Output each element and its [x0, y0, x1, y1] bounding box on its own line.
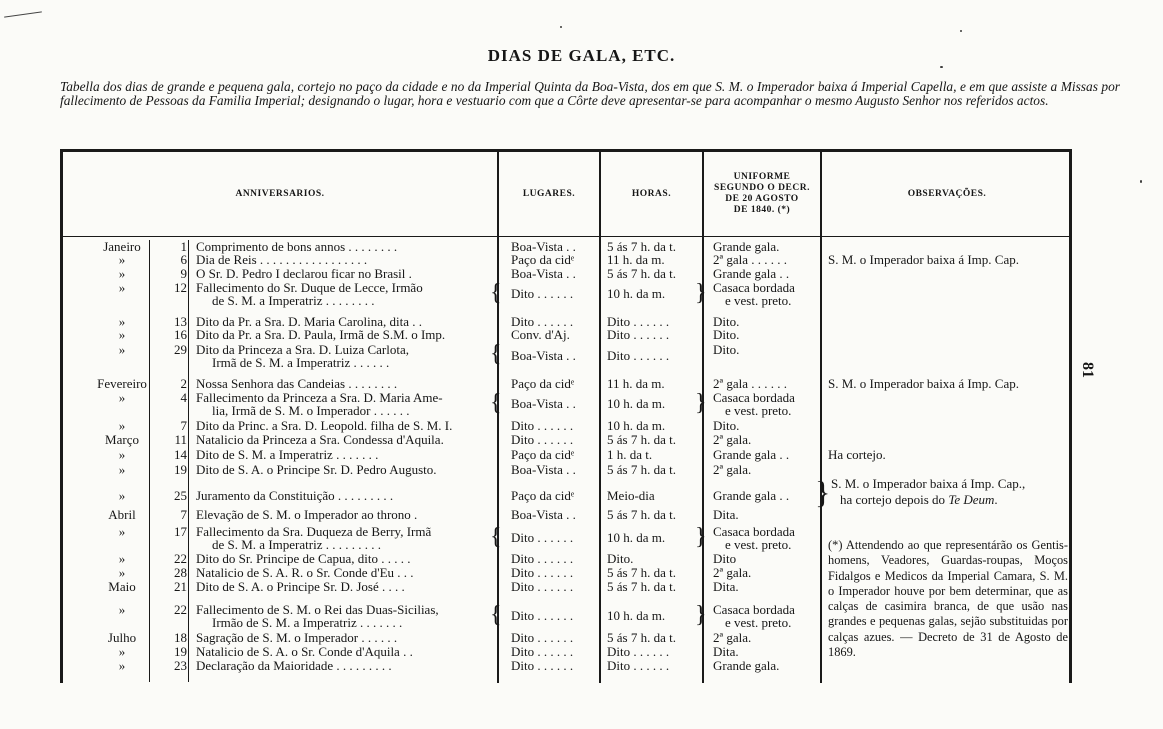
row-event-line: Dia de Reis . . . . . . . . . . . . . . . . .	[196, 252, 368, 267]
row-event	[196, 281, 496, 307]
row-day: 2	[180, 376, 187, 391]
row-event	[196, 391, 496, 417]
row-event	[196, 631, 496, 644]
header-anniversaries: ANNIVERSARIOS.	[235, 188, 325, 199]
row-hour: 1 h. da t.	[607, 447, 653, 462]
row-uniform	[713, 603, 821, 629]
row-month: Julho	[107, 630, 137, 645]
row-uniform-line: Casaca bordada	[713, 524, 795, 539]
row-month: »	[118, 252, 126, 267]
row-day: 4	[180, 390, 187, 405]
row-day: 19	[174, 462, 187, 477]
row-event	[196, 552, 496, 565]
row-place: Dito . . . . . .	[511, 565, 574, 580]
header-places: LUGARES.	[522, 188, 576, 199]
row-place: Dito . . . . . .	[511, 630, 574, 645]
row-day: 14	[174, 447, 187, 462]
scan-speck	[560, 26, 562, 28]
row-uniform-line-2: e vest. preto.	[725, 537, 792, 552]
brace: {	[490, 341, 502, 367]
row-month: Maio	[108, 579, 136, 594]
row-event-line-2: de S. M. a Imperatriz . . . . . . . .	[212, 293, 375, 308]
row-hour: 5 ás 7 h. da t.	[607, 507, 676, 522]
row-uniform-line: 2ª gala.	[713, 462, 752, 477]
row-uniform-line: Dito.	[713, 314, 740, 329]
day-column-rule	[188, 240, 189, 682]
row-event	[196, 508, 496, 521]
row-place: Paço da cidᵉ	[511, 252, 575, 267]
row-uniform-line: Dito.	[713, 327, 740, 342]
row-day: 13	[174, 314, 187, 329]
row-uniform	[713, 525, 821, 551]
obs-juramento-line: S. M. o Imperador baixa á Imp. Cap.,	[831, 476, 1026, 491]
row-uniform-line-2: e vest. preto.	[725, 293, 792, 308]
row-place: Boa-Vista . .	[511, 507, 576, 522]
row-place: Dito . . . . . .	[511, 418, 574, 433]
row-event	[196, 419, 496, 432]
row-hour: 5 ás 7 h. da t.	[607, 630, 676, 645]
row-place: Conv. d'Aj.	[511, 327, 570, 342]
row-hour: 11 h. da m.	[607, 252, 665, 267]
row-uniform	[713, 419, 821, 432]
obs-juramento-line-2	[831, 492, 998, 507]
row-uniform	[713, 580, 821, 593]
row-hour: 10 h. da m.	[607, 286, 666, 301]
row-place: Dito . . . . . .	[511, 644, 574, 659]
row-place: Dito . . . . . .	[511, 608, 574, 623]
row-month: »	[118, 418, 126, 433]
row-observation: Ha cortejo.	[828, 447, 886, 462]
row-event	[196, 580, 496, 593]
obs-juramento	[831, 476, 1025, 508]
row-month: »	[118, 602, 126, 617]
row-uniform-line: Casaca bordada	[713, 280, 795, 295]
row-event-line: Sagração de S. M. o Imperador . . . . . .	[196, 630, 398, 645]
row-event-line: Dito de S. M. a Imperatriz . . . . . . .	[196, 447, 379, 462]
row-day: 1	[180, 239, 187, 254]
row-uniform	[713, 566, 821, 579]
row-uniform	[713, 377, 821, 390]
row-event-line: Natalicio de S. A. o Sr. Conde d'Aquila . .	[196, 644, 413, 659]
brace: }	[695, 524, 707, 550]
row-day: 18	[174, 630, 187, 645]
row-day: 9	[180, 266, 187, 281]
brace: {	[490, 280, 502, 306]
row-observation: S. M. o Imperador baixa á Imp. Cap.	[828, 376, 1019, 391]
row-month: »	[118, 327, 126, 342]
row-event-line: Dito da Pr. a Sra. D. Paula, Irmã de S.M. o Imp.	[196, 327, 446, 342]
row-month: Março	[105, 432, 139, 447]
row-uniform	[713, 659, 821, 672]
row-uniform	[713, 267, 821, 280]
row-uniform-line: Grande gala.	[713, 239, 780, 254]
row-place: Boa-Vista . .	[511, 266, 576, 281]
row-place: Dito . . . . . .	[511, 530, 574, 545]
row-event-line: Comprimento de bons annos . . . . . . . .	[196, 239, 398, 254]
row-event-line: Natalicio de S. A. R. o Sr. Conde d'Eu . . .	[196, 565, 414, 580]
row-hour: Dito . . . . . .	[607, 314, 670, 329]
row-uniform-line: Grande gala . .	[713, 266, 790, 281]
row-event-line: Declaração da Maioridade . . . . . . . . .	[196, 658, 392, 673]
gala-days-table	[60, 149, 1072, 683]
row-event-line: Fallecimento da Princeza a Sra. D. Maria Ame-	[196, 390, 443, 405]
row-uniform-line: 2ª gala.	[713, 565, 752, 580]
row-uniform-line: 2ª gala.	[713, 432, 752, 447]
row-uniform-line: Grande gala . .	[713, 447, 790, 462]
obs-text: .	[994, 492, 998, 507]
row-month: »	[118, 658, 126, 673]
row-day: 7	[180, 507, 187, 522]
row-month: »	[118, 488, 126, 503]
row-day: 7	[180, 418, 187, 433]
row-uniform-line: 2ª gala . . . . . .	[713, 252, 787, 267]
brace: {	[490, 524, 502, 550]
row-uniform-line: Grande gala.	[713, 658, 780, 673]
row-event	[196, 603, 496, 629]
row-day: 22	[174, 551, 187, 566]
row-event	[196, 489, 496, 502]
row-month: »	[118, 565, 126, 580]
row-place: Dito . . . . . .	[511, 314, 574, 329]
row-hour: 5 ás 7 h. da t.	[607, 579, 676, 594]
row-uniform	[713, 448, 821, 461]
row-uniform-line: Dita.	[713, 644, 739, 659]
obs-text: ha cortejo depois do	[840, 492, 949, 507]
row-uniform	[713, 253, 821, 266]
row-place: Paço da cidᵉ	[511, 447, 575, 462]
row-uniform-line: Dita.	[713, 507, 739, 522]
row-event-line-2: lia, Irmã de S. M. o Imperador . . . . . .	[212, 403, 410, 418]
row-hour: 10 h. da m.	[607, 396, 666, 411]
row-month: »	[118, 342, 126, 357]
intro-paragraph: Tabella dos dias de grande e pequena gala, cortejo no paço da cidade e no da Imperial Quinta da Boa-Vista, dos em que S. M. o Imperador baixa á Imperial Capella, e em que assiste a Missas por fallecimento de Pessoas da Familia Imperial; designando o lugar, hora e vestuario com que a Côrte deve apresentar-se para acompanhar o mesmo Augusto Senhor nos referidos actos.	[60, 79, 1120, 108]
row-uniform-line: Grande gala . .	[713, 488, 790, 503]
obs-te-deum: Te Deum	[948, 492, 995, 507]
header-uniform	[704, 152, 820, 236]
row-event-line: Dito da Princeza a Sra. D. Luiza Carlota,	[196, 342, 409, 357]
row-uniform	[713, 463, 821, 476]
row-hour: Dito . . . . . .	[607, 327, 670, 342]
brace: }	[815, 474, 831, 510]
scan-artifact	[4, 11, 42, 17]
header-uniform-line: DE 1840. (*)	[733, 205, 791, 215]
row-hour: Dito . . . . . .	[607, 348, 670, 363]
row-uniform-line: Dito.	[713, 418, 740, 433]
page-title: DIAS DE GALA, ETC.	[487, 46, 676, 65]
row-month: »	[118, 266, 126, 281]
row-hour: Dito . . . . . .	[607, 658, 670, 673]
row-uniform-line: Dito.	[713, 342, 740, 357]
row-place: Dito . . . . . .	[511, 286, 574, 301]
row-hour: 11 h. da m.	[607, 376, 665, 391]
row-event-line: Dito de S. A. o Principe Sr. D. Pedro Augusto.	[196, 462, 437, 477]
row-month: Janeiro	[103, 239, 141, 254]
row-month: Fevereiro	[97, 376, 147, 391]
row-event-line: Nossa Senhora das Candeias . . . . . . . .	[196, 376, 398, 391]
row-day: 21	[174, 579, 187, 594]
brace: {	[490, 602, 502, 628]
row-uniform	[713, 631, 821, 644]
row-hour: Dito . . . . . .	[607, 644, 670, 659]
row-day: 17	[174, 524, 187, 539]
row-uniform	[713, 645, 821, 658]
row-month: »	[118, 390, 126, 405]
row-place: Boa-Vista . .	[511, 462, 576, 477]
row-uniform	[713, 391, 821, 417]
row-uniform-line: Casaca bordada	[713, 602, 795, 617]
row-hour: 5 ás 7 h. da t.	[607, 239, 676, 254]
row-event	[196, 463, 496, 476]
row-event-line-2: de S. M. a Imperatriz . . . . . . . . .	[212, 537, 381, 552]
row-month: Abril	[108, 507, 136, 522]
row-event-line: Elevação de S. M. o Imperador ao throno .	[196, 507, 418, 522]
row-uniform-line: Casaca bordada	[713, 390, 795, 405]
row-uniform	[713, 508, 821, 521]
row-uniform-line-2: e vest. preto.	[725, 403, 792, 418]
row-place: Boa-Vista . .	[511, 239, 576, 254]
row-place: Paço da cidᵉ	[511, 488, 575, 503]
row-event	[196, 659, 496, 672]
scan-speck	[940, 66, 943, 68]
row-uniform	[713, 328, 821, 341]
row-place: Dito . . . . . .	[511, 658, 574, 673]
row-event	[196, 253, 496, 266]
row-day: 28	[174, 565, 187, 580]
row-hour: 10 h. da m.	[607, 530, 666, 545]
row-place: Dito . . . . . .	[511, 551, 574, 566]
row-day: 23	[174, 658, 187, 673]
row-uniform	[713, 552, 821, 565]
row-uniform	[713, 433, 821, 446]
row-place: Dito . . . . . .	[511, 432, 574, 447]
brace: }	[695, 280, 707, 306]
row-observation: S. M. o Imperador baixa á Imp. Cap.	[828, 252, 1019, 267]
footnote-calcas: (*) Attendendo ao que representárão os Gentis-homens, Veadores, Guardas-roupas, Moços Fidalgos e Medicos da Imperial Camara, S. M. o Imperador houve por bem determinar, que as calças de casimira branca, de que usão nas grandes e pequenas galas, sejão substituidas por calças azues. — Decreto de 31 de Agosto de 1869.	[828, 538, 1068, 660]
row-day: 12	[174, 280, 187, 295]
header-observations: OBSERVAÇÕES.	[907, 188, 987, 199]
row-event-line: Juramento da Constituição . . . . . . . . .	[196, 488, 394, 503]
row-day: 6	[180, 252, 187, 267]
row-event-line: O Sr. D. Pedro I declarou ficar no Brasil .	[196, 266, 412, 281]
page-number: 81	[1079, 362, 1096, 378]
header-uniform-line: SEGUNDO O DECR.	[714, 183, 810, 193]
row-uniform-line: Dita.	[713, 579, 739, 594]
row-event-line: Fallecimento da Sra. Duqueza de Berry, Irmã	[196, 524, 432, 539]
row-uniform-line: 2ª gala.	[713, 630, 752, 645]
row-place: Boa-Vista . .	[511, 348, 576, 363]
table-header	[63, 152, 1069, 237]
row-event-line: Dito de S. A. o Principe Sr. D. José . . . .	[196, 579, 405, 594]
row-event-line: Dito da Princ. a Sra. D. Leopold. filha de S. M. I.	[196, 418, 453, 433]
row-event	[196, 267, 496, 280]
header-uniform-line: UNIFORME	[733, 172, 791, 182]
row-uniform	[713, 281, 821, 307]
row-day: 29	[174, 342, 187, 357]
row-hour: 10 h. da m.	[607, 608, 666, 623]
row-event-line: Dito da Pr. a Sra. D. Maria Carolina, dita . .	[196, 314, 423, 329]
row-month: »	[118, 280, 126, 295]
row-place: Dito . . . . . .	[511, 579, 574, 594]
scan-speck	[960, 30, 962, 32]
row-day: 25	[174, 488, 187, 503]
row-uniform-line: Dito	[713, 551, 737, 566]
row-uniform-line: 2ª gala . . . . . .	[713, 376, 787, 391]
row-place: Boa-Vista . .	[511, 396, 576, 411]
brace: }	[695, 602, 707, 628]
row-event	[196, 645, 496, 658]
row-event	[196, 328, 496, 341]
brace: {	[490, 390, 502, 416]
row-hour: Dito.	[607, 551, 634, 566]
row-place: Paço da cidᵉ	[511, 376, 575, 391]
row-event-line: Fallecimento de S. M. o Rei das Duas-Sicilias,	[196, 602, 439, 617]
row-event	[196, 433, 496, 446]
row-hour: 5 ás 7 h. da t.	[607, 565, 676, 580]
row-hour: 10 h. da m.	[607, 418, 666, 433]
row-uniform-line-2: e vest. preto.	[725, 615, 792, 630]
row-event	[196, 448, 496, 461]
row-event-line: Natalicio da Princeza a Sra. Condessa d'Aquila.	[196, 432, 444, 447]
row-month: »	[118, 314, 126, 329]
row-uniform	[713, 489, 821, 502]
row-month: »	[118, 462, 126, 477]
row-day: 22	[174, 602, 187, 617]
header-hours: HORAS.	[631, 188, 672, 199]
row-event-line: Dito do Sr. Principe de Capua, dito . . . . .	[196, 551, 411, 566]
row-month: »	[118, 644, 126, 659]
row-event	[196, 377, 496, 390]
row-month: »	[118, 447, 126, 462]
header-uniform-line: DE 20 AGOSTO	[725, 194, 799, 204]
row-month: »	[118, 551, 126, 566]
row-hour: 5 ás 7 h. da t.	[607, 266, 676, 281]
row-event-line-2: Irmã de S. M. a Imperatriz . . . . . .	[212, 355, 390, 370]
row-hour: 5 ás 7 h. da t.	[607, 432, 676, 447]
row-event	[196, 566, 496, 579]
row-event-line: Fallecimento do Sr. Duque de Lecce, Irmão	[196, 280, 423, 295]
row-event-line-2: Irmão de S. M. a Imperatriz . . . . . . .	[212, 615, 403, 630]
row-uniform	[713, 343, 821, 356]
brace: }	[695, 390, 707, 416]
row-day: 11	[174, 432, 187, 447]
row-day: 16	[174, 327, 187, 342]
row-hour: Meio-dia	[607, 488, 655, 503]
row-hour: 5 ás 7 h. da t.	[607, 462, 676, 477]
row-event	[196, 343, 496, 369]
row-day: 19	[174, 644, 187, 659]
row-month: »	[118, 524, 126, 539]
row-event	[196, 525, 496, 551]
scan-speck	[1140, 180, 1142, 183]
column-divider	[599, 152, 601, 683]
